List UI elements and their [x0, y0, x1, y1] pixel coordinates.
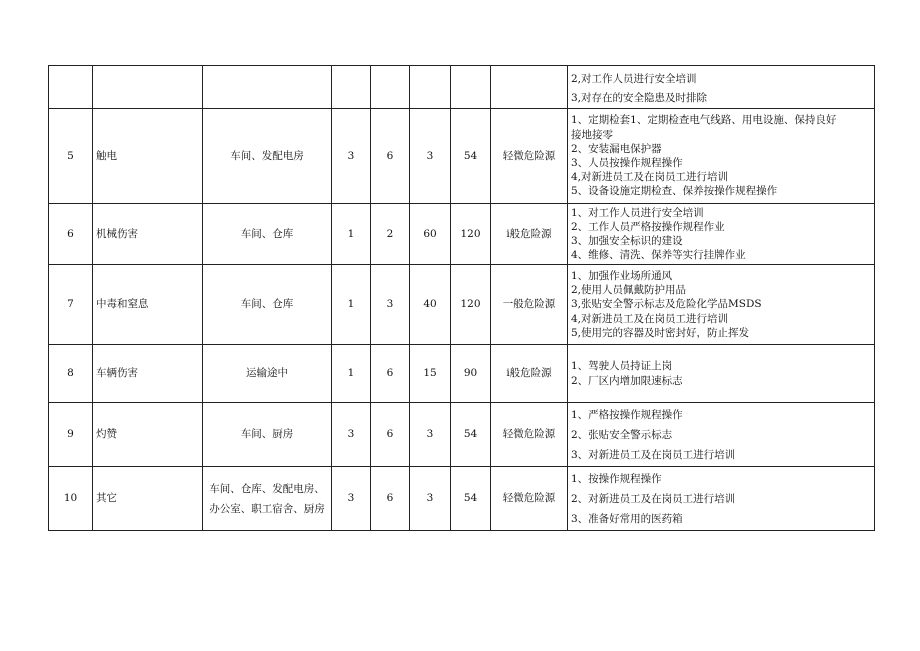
- consequence-c-cell: 40: [410, 265, 451, 345]
- exposure-e-cell: 6: [371, 109, 410, 204]
- measure-line: 2、安装漏电保护器: [571, 142, 662, 155]
- row-index-cell: 6: [49, 204, 93, 265]
- measure-line: 2、厂区内增加限速标志: [571, 374, 683, 387]
- risk-level-cell: [491, 66, 568, 109]
- risk-level-cell: 一般危险源: [491, 265, 568, 345]
- location-line: 运输途中: [246, 367, 288, 380]
- hazard-name-cell: 触电: [93, 109, 203, 204]
- exposure-e-cell: 6: [371, 345, 410, 403]
- risk-level-cell: 轻微危险源: [491, 109, 568, 204]
- row-index-cell: 10: [49, 467, 93, 531]
- consequence-c-cell: 3: [410, 467, 451, 531]
- measure-line: 2、对新进员工及在岗员工进行培训: [571, 492, 736, 505]
- risk-level-cell: i般危险源: [491, 345, 568, 403]
- measure-line: 4、维修、清洗、保养等实行挂牌作业: [571, 249, 746, 262]
- location-line: 办公室、职工宿舍、厨房: [209, 502, 325, 515]
- measure-line: 3、人员按操作规程操作: [571, 157, 683, 169]
- row-index-cell: [49, 66, 93, 109]
- measure-line: 3、准备好常用的医药箱: [571, 512, 683, 525]
- likelihood-l-cell: 1: [332, 204, 371, 265]
- consequence-c-cell: 60: [410, 204, 451, 265]
- risk-score-d-cell: 90: [451, 345, 491, 403]
- measure-line: 1、定期检套1、定期检查电气线路、用电设施、保持良好: [571, 114, 837, 127]
- risk-level-cell: 轻微危险源: [491, 403, 568, 467]
- table-row: [49, 265, 875, 345]
- table-row: [49, 66, 875, 109]
- table-row: [49, 109, 875, 204]
- location-line: 车间、仓库: [240, 298, 294, 311]
- row-index-cell: 8: [49, 345, 93, 403]
- control-measures-cell: [568, 66, 875, 109]
- control-measures-cell: [568, 265, 875, 345]
- measure-line: 1、驾驶人员持证上岗: [571, 360, 673, 373]
- location-line: 车间、发配电房: [230, 149, 304, 162]
- consequence-c-cell: 15: [410, 345, 451, 403]
- location-cell: [203, 467, 332, 531]
- measure-line: 1、严格按操作规程操作: [571, 408, 683, 421]
- row-index-cell: 7: [49, 265, 93, 345]
- likelihood-l-cell: 3: [332, 403, 371, 467]
- hazard-name-cell: 车辆伤害: [93, 345, 203, 403]
- measure-line: 2、张贴安全警示标志: [571, 428, 673, 441]
- measure-line: 2、工作人员严格按操作规程作业: [571, 220, 725, 233]
- hazard-name-cell: 中毒和窒息: [93, 265, 203, 345]
- measure-line: 4,对新进员工及在岗员工进行培训: [571, 312, 729, 325]
- measure-line: 1、对工作人员进行安全培训: [571, 206, 704, 219]
- hazard-name-cell: 其它: [93, 467, 203, 531]
- risk-level-cell: 轻微危险源: [491, 467, 568, 531]
- measure-line: 2,使用人员佩戴防护用品: [571, 284, 687, 297]
- table-body: [49, 66, 875, 531]
- measure-line: 4,对新进员工及在岗员工进行培训: [571, 171, 729, 184]
- location-cell: [203, 265, 332, 345]
- location-cell: [203, 204, 332, 265]
- measure-line: 1、按操作规程操作: [571, 472, 662, 485]
- measure-line: 3、对新进员工及在岗员工进行培训: [571, 448, 736, 461]
- control-measures-cell: [568, 467, 875, 531]
- location-line: 车间、仓库: [240, 227, 294, 240]
- table-row: [49, 345, 875, 403]
- risk-score-d-cell: 54: [451, 109, 491, 204]
- measure-line: 5、设备设施定期检查、保养按操作规程操作: [571, 185, 778, 198]
- location-cell: [203, 66, 332, 109]
- likelihood-l-cell: [332, 66, 371, 109]
- measure-line: 3、加强安全标识的建设: [571, 235, 683, 247]
- likelihood-l-cell: 3: [332, 109, 371, 204]
- location-cell: [203, 109, 332, 204]
- likelihood-l-cell: 3: [332, 467, 371, 531]
- risk-score-d-cell: 54: [451, 403, 491, 467]
- control-measures-cell: [568, 109, 875, 204]
- risk-score-d-cell: 120: [451, 204, 491, 265]
- hazard-assessment-table: [48, 65, 875, 531]
- control-measures-cell: [568, 403, 875, 467]
- risk-score-d-cell: 120: [451, 265, 491, 345]
- row-index-cell: 5: [49, 109, 93, 204]
- exposure-e-cell: 6: [371, 403, 410, 467]
- measure-line: 3,对存在的安全隐患及时排除: [571, 92, 708, 104]
- control-measures-cell: [568, 204, 875, 265]
- consequence-c-cell: 3: [410, 109, 451, 204]
- consequence-c-cell: [410, 66, 451, 109]
- likelihood-l-cell: 1: [332, 345, 371, 403]
- table-row: [49, 467, 875, 531]
- consequence-c-cell: 3: [410, 403, 451, 467]
- risk-level-cell: i般危险源: [491, 204, 568, 265]
- location-cell: [203, 345, 332, 403]
- measure-line: 3,张贴安全警示标志及危险化学品MSDS: [571, 298, 762, 311]
- exposure-e-cell: [371, 66, 410, 109]
- measure-line: 5,使用完的容器及时密封好，防止挥发: [571, 326, 750, 339]
- location-line: 车间、厨房: [240, 428, 294, 441]
- row-index-cell: 9: [49, 403, 93, 467]
- measure-line: 1、加强作业场所通风: [571, 270, 673, 283]
- exposure-e-cell: 2: [371, 204, 410, 265]
- risk-score-d-cell: [451, 66, 491, 109]
- location-line: 车间、仓库、发配电房、: [209, 482, 325, 495]
- measure-line: 2,对工作人员进行安全培训: [571, 73, 697, 85]
- hazard-name-cell: [93, 66, 203, 109]
- table-row: [49, 204, 875, 265]
- risk-score-d-cell: 54: [451, 467, 491, 531]
- hazard-name-cell: 灼赞: [93, 403, 203, 467]
- location-cell: [203, 403, 332, 467]
- control-measures-cell: [568, 345, 875, 403]
- hazard-name-cell: 机械伤害: [93, 204, 203, 265]
- table-row: [49, 403, 875, 467]
- exposure-e-cell: 3: [371, 265, 410, 345]
- exposure-e-cell: 6: [371, 467, 410, 531]
- likelihood-l-cell: 1: [332, 265, 371, 345]
- measure-line: 接地接零: [571, 128, 613, 141]
